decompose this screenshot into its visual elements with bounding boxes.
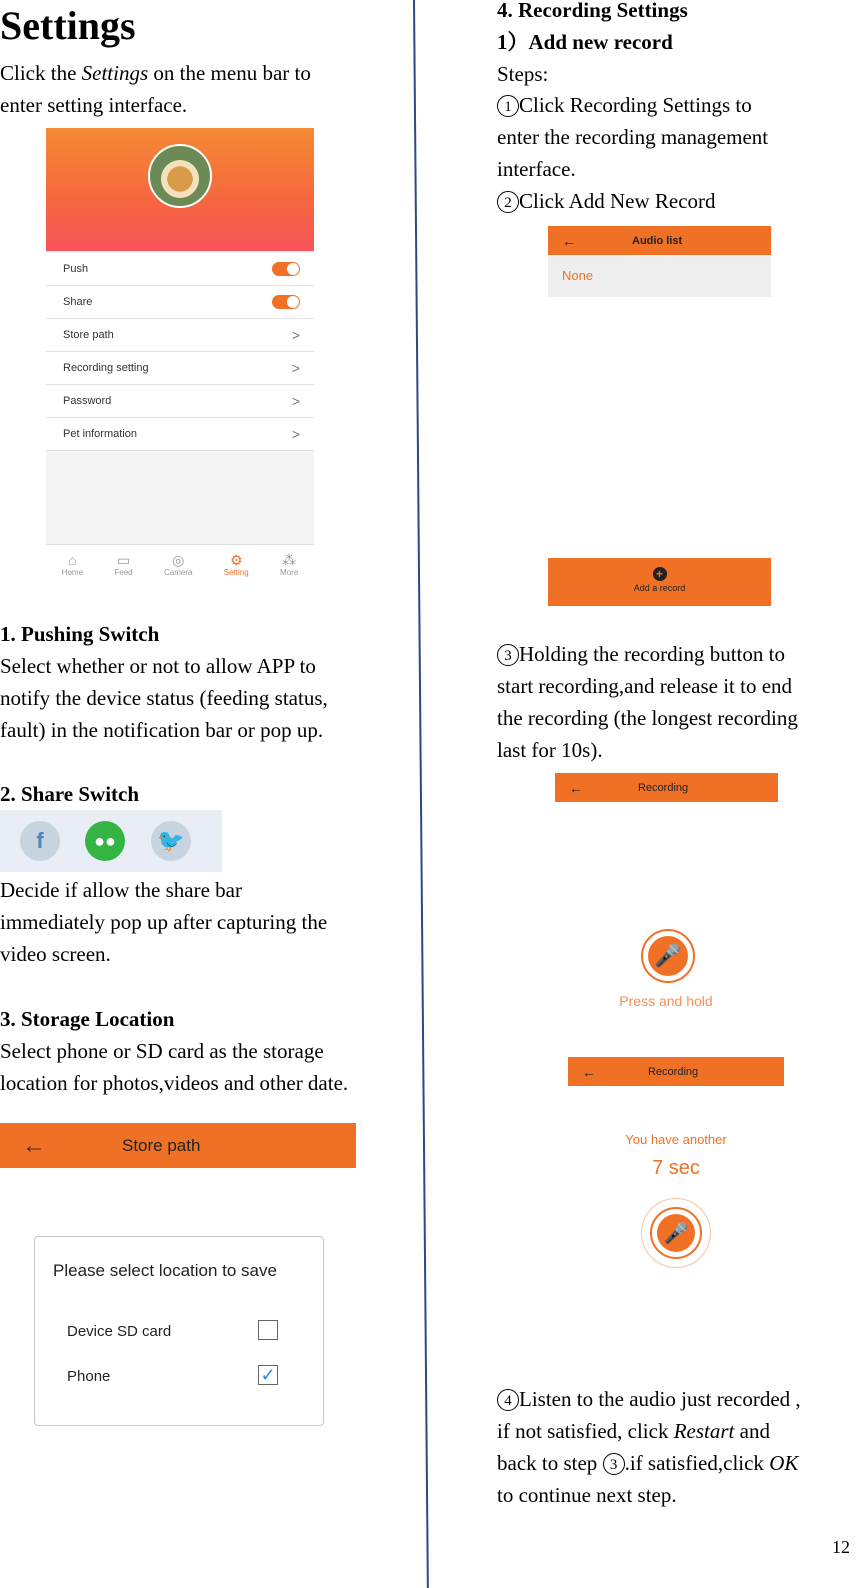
subsection-heading: 1）Add new record (497, 30, 673, 54)
back-arrow-icon[interactable]: ← (22, 1131, 46, 1159)
share-bar (0, 810, 222, 872)
back-arrow-icon[interactable]: ← (569, 779, 583, 796)
tab-setting[interactable]: ⚙ Setting (223, 551, 249, 577)
store-path-title: Store path (122, 1135, 201, 1155)
chevron-right-icon: > (291, 426, 300, 442)
section-3-line-1: Select phone or SD card as the storage (0, 1039, 324, 1063)
phone-checkbox[interactable]: ✓ (258, 1365, 278, 1385)
wechat-icon[interactable]: ●● (85, 821, 125, 861)
dialog-title: Please select location to save (53, 1261, 277, 1280)
location-dialog (34, 1236, 324, 1426)
section-1-line-2: notify the device status (feeding status, (0, 686, 328, 710)
step-1-line-2: enter the recording management (497, 125, 769, 149)
intro-line-2: enter setting interface. (0, 93, 188, 117)
chevron-right-icon: > (291, 393, 300, 409)
back-arrow-icon[interactable]: ← (562, 232, 576, 249)
step-3-line-2: start recording,and release it to end (497, 674, 793, 698)
recording-title-2: Recording (648, 1065, 699, 1078)
record-mic-button[interactable] (641, 929, 695, 983)
chevron-right-icon: > (291, 327, 300, 343)
setting-row-password[interactable]: Password > (46, 385, 314, 418)
step-4-line-2: if not satisfied, click Restart and (497, 1419, 770, 1443)
push-toggle[interactable] (272, 262, 300, 276)
store-path-header (0, 1123, 356, 1168)
section-4-heading: 4. Recording Settings (497, 0, 688, 22)
microphone-icon: 🎤 (657, 1214, 695, 1252)
step-4-line-4: to continue next step. (497, 1483, 677, 1507)
bottom-tab-bar (46, 544, 314, 583)
section-1-heading: 1. Pushing Switch (0, 622, 160, 646)
setting-row-pet-info[interactable]: Pet information > (46, 418, 314, 451)
plus-circle-icon: + (653, 567, 667, 581)
section-3-line-2: location for photos,videos and other date. (0, 1071, 349, 1095)
remaining-label: You have another (625, 1132, 727, 1147)
page-title: Settings (0, 3, 136, 48)
tab-more[interactable]: ⁂ More (280, 551, 299, 577)
recording-header (555, 773, 778, 802)
section-1-line-3: fault) in the notification bar or pop up. (0, 718, 324, 742)
facebook-icon[interactable]: f (20, 821, 60, 861)
press-and-hold-label: Press and hold (619, 993, 713, 1009)
recording-title: Recording (638, 781, 689, 794)
recording-mic-button[interactable] (641, 1198, 711, 1268)
gear-icon: ⚙ (229, 551, 243, 568)
setting-row-push[interactable]: Push (46, 253, 314, 286)
section-2-line-3: video screen. (0, 942, 111, 966)
tab-feed[interactable]: ▭ Feed (114, 551, 133, 577)
microphone-icon: 🎤 (648, 936, 688, 976)
step-3-line-1: 3 Holding the recording button to (497, 638, 785, 670)
section-3-heading: 3. Storage Location (0, 1007, 175, 1031)
share-toggle[interactable] (272, 295, 300, 309)
feed-icon: ▭ (116, 551, 131, 568)
remaining-seconds: 7 sec (652, 1157, 700, 1179)
setting-row-share[interactable]: Share (46, 286, 314, 319)
setting-row-store-path[interactable]: Store path > (46, 319, 314, 352)
audio-list-header (548, 226, 771, 255)
back-arrow-icon[interactable]: ← (582, 1063, 596, 1080)
step-3-line-3: the recording (the longest recording (497, 706, 798, 730)
camera-icon: ◎ (172, 551, 185, 568)
step-1-line-3: interface. (497, 157, 576, 181)
step-2-line: 2 Click Add New Record (497, 185, 716, 217)
page-number: 12 (832, 1537, 850, 1557)
section-2-line-1: Decide if allow the share bar (0, 878, 242, 902)
twitter-icon[interactable]: 🐦 (151, 821, 191, 861)
chevron-right-icon: > (291, 360, 300, 376)
sd-card-checkbox[interactable] (258, 1320, 278, 1340)
home-icon: ⌂ (68, 551, 77, 568)
settings-screenshot (46, 128, 314, 583)
steps-label: Steps: (497, 62, 549, 86)
audio-list-empty: None (548, 255, 771, 297)
intro-line-1: Click the Settings on the menu bar to (0, 61, 311, 85)
audio-list-title: Audio list (632, 234, 683, 247)
tab-home[interactable]: ⌂ Home (61, 551, 84, 577)
recording-header-2 (568, 1057, 784, 1086)
column-divider (413, 0, 429, 1588)
step-4-line-1: 4 Listen to the audio just recorded , (497, 1383, 801, 1415)
paw-icon: ⁂ (282, 551, 297, 568)
option-sd-card-label: Device SD card (67, 1323, 172, 1340)
option-phone-label: Phone (67, 1368, 111, 1385)
setting-row-recording[interactable]: Recording setting > (46, 352, 314, 385)
section-2-line-2: immediately pop up after capturing the (0, 910, 328, 934)
pet-avatar (148, 144, 212, 208)
step-1-line-1: 1 Click Recording Settings to (497, 89, 752, 121)
tab-camera[interactable]: ◎ Camera (163, 551, 193, 577)
step-3-line-4: last for 10s). (497, 738, 603, 762)
section-1-line-1: Select whether or not to allow APP to (0, 654, 316, 678)
add-record-button[interactable]: + Add a record (548, 558, 771, 606)
settings-list (46, 253, 314, 451)
profile-header (46, 128, 314, 251)
step-4-line-3: back to step 3 .if satisfied,click OK (497, 1451, 799, 1475)
section-2-heading: 2. Share Switch (0, 782, 140, 806)
